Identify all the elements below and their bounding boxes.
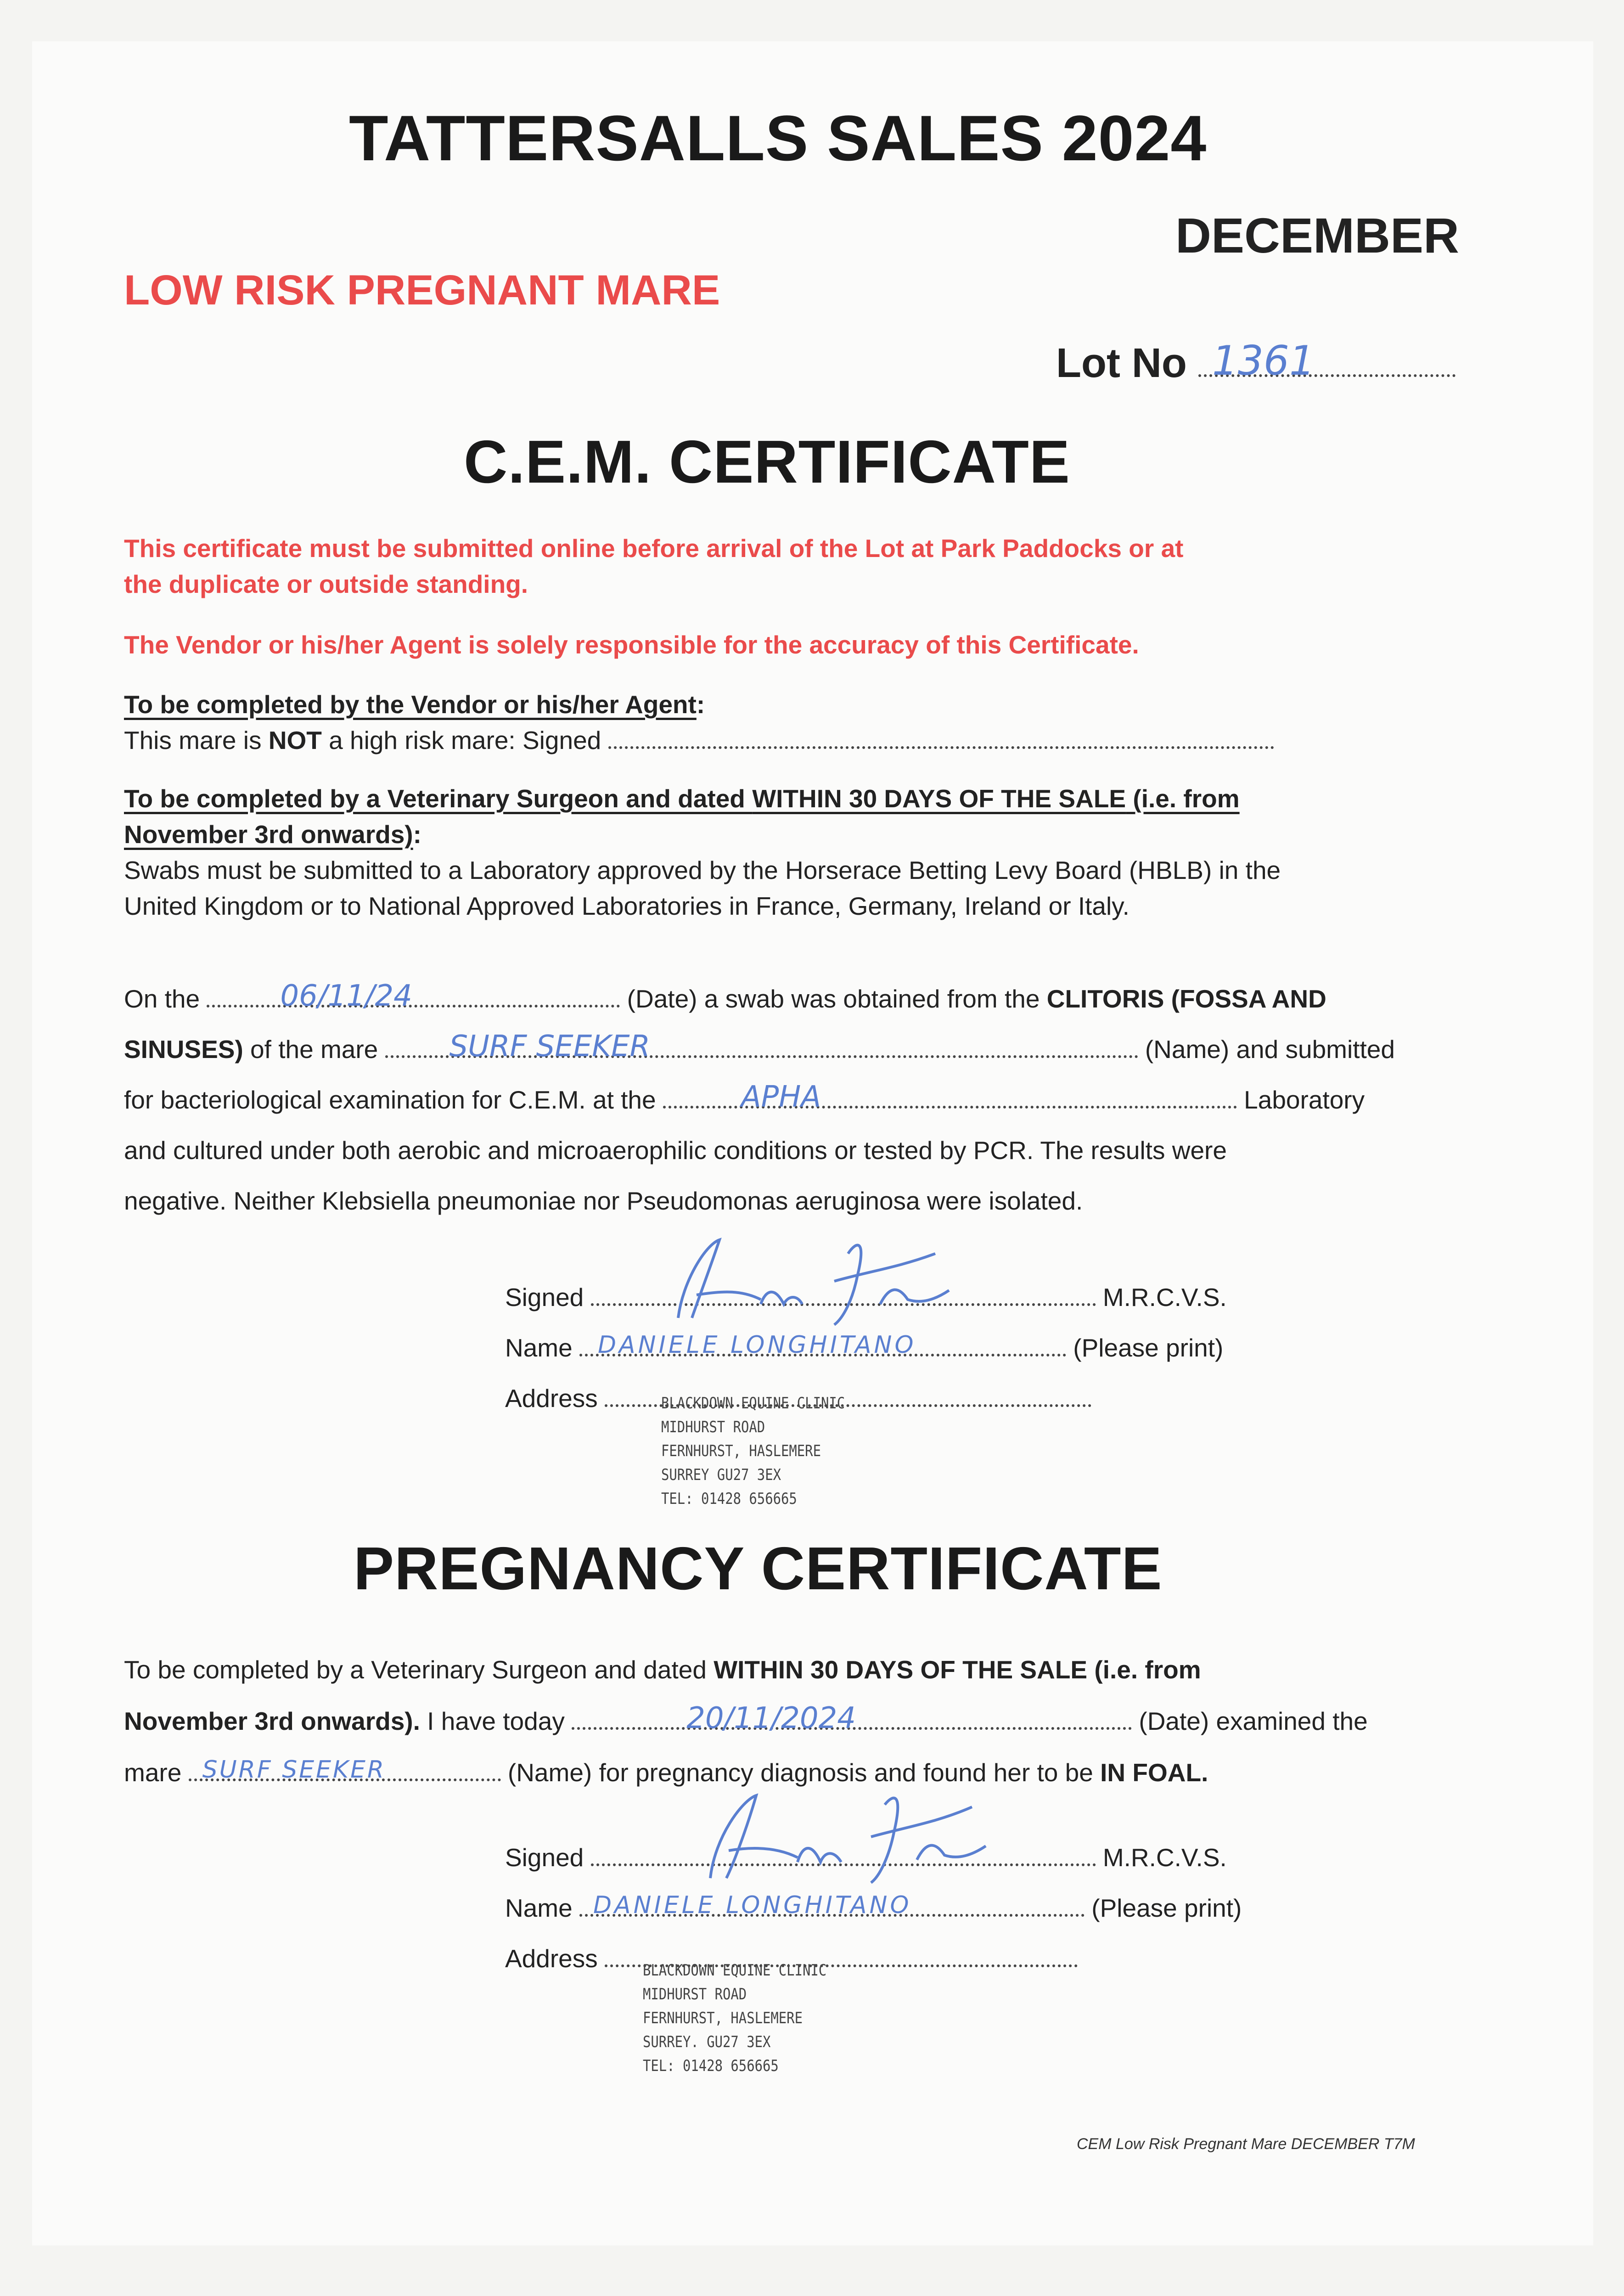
- vendor-line: This mare is NOT a high risk mare: Signed: [124, 722, 1274, 758]
- cem-title: C.E.M. CERTIFICATE: [464, 428, 1070, 495]
- preg-signature-field: [591, 1832, 1096, 1883]
- vendor-heading: To be completed by the Vendor or his/her Agent: [124, 690, 697, 719]
- cem-stamp-line: SURREY GU27 3EX: [661, 1466, 781, 1484]
- lot-label: Lot No: [1056, 340, 1187, 386]
- sale-title: TATTERSALLS SALES 2024: [349, 102, 1207, 174]
- cem-signature-mark: [651, 1226, 972, 1327]
- cem-line-cultured: and cultured under both aerobic and microaerophilic conditions or tested by PCR. The results were: [124, 1136, 1227, 1165]
- vet-instructions: To be completed by a Veterinary Surgeon and dated WITHIN 30 DAYS OF THE SALE (i.e. from November 3rd onwards): Swabs must be submitted to a Laboratory approved by the Horserace Betting Levy Board (HBLB) in the United Kingdom or to National Approved Laboratories in France, Germany, Ireland or Italy.: [124, 781, 1281, 924]
- cem-address-stamp: [661, 1391, 845, 1511]
- preg-stamp-line: SURREY. GU27 3EX: [643, 2033, 771, 2051]
- preg-signature-mark: [683, 1782, 1004, 1887]
- cem-stamp-line: TEL: 01428 656665: [661, 1490, 797, 1508]
- preg-vet-name-field: [579, 1883, 1085, 1933]
- preg-name-line: Name DANIELE LONGHITANO (Please print): [505, 1883, 1242, 1933]
- cem-name-line: Name DANIELE LONGHITANO (Please print): [505, 1322, 1227, 1373]
- pregnancy-title: PREGNANCY CERTIFICATE: [354, 1535, 1163, 1602]
- mare-name-value: SURF SEEKER: [449, 1030, 651, 1064]
- cem-notice-1: [124, 530, 1183, 602]
- pregnancy-body: [124, 1644, 1368, 1798]
- preg-address-stamp: [643, 1958, 826, 2078]
- cem-stamp-line: BLACKDOWN EQUINE CLINIC: [661, 1394, 845, 1412]
- cem-notice-1-line-a: This certificate must be submitted online before arrival of the Lot at Park Paddocks or at: [124, 534, 1184, 563]
- cem-signed-line: Signed M.R.C.V.S.: [505, 1272, 1227, 1322]
- exam-date-value: 20/11/2024: [686, 1701, 856, 1735]
- preg-line-1: To be completed by a Veterinary Surgeon and dated WITHIN 30 DAYS OF THE SALE (i.e. from: [124, 1655, 1201, 1684]
- cem-line-negative: negative. Neither Klebsiella pneumoniae nor Pseudomonas aeruginosa were isolated.: [124, 1187, 1083, 1215]
- preg-signature-block: [505, 1832, 1242, 1984]
- laboratory-field: [663, 1075, 1237, 1125]
- lot-value: 1361: [1212, 337, 1315, 384]
- cem-body: [124, 974, 1395, 1226]
- sale-month: DECEMBER: [1175, 208, 1460, 263]
- cem-vet-name-field: [579, 1322, 1066, 1373]
- cem-stamp-line: MIDHURST ROAD: [661, 1418, 765, 1436]
- preg-stamp-line: BLACKDOWN EQUINE CLINIC: [643, 1961, 827, 1980]
- cem-line-date: On the 06/11/24 (Date) a swab was obtained from the CLITORIS (FOSSA AND: [124, 974, 1395, 1024]
- preg-mare-name-value: SURF SEEKER: [202, 1756, 386, 1784]
- laboratory-value: APHA: [741, 1080, 821, 1114]
- cem-stamp-line: FERNHURST, HASLEMERE: [661, 1442, 821, 1460]
- cem-line-lab: for bacteriological examination for C.E.M. at the APHA Laboratory: [124, 1075, 1395, 1125]
- swabs-line-a: Swabs must be submitted to a Laboratory approved by the Horserace Betting Levy Board (HBLB) in the: [124, 856, 1281, 884]
- preg-address-line: Address: [505, 1933, 1242, 1984]
- vet-heading-date: November 3rd onwards): [124, 820, 413, 849]
- vendor-section: To be completed by the Vendor or his/her Agent: This mare is NOT a high risk mare: Signed: [124, 687, 1274, 758]
- swab-date-value: 06/11/24: [280, 979, 412, 1013]
- vendor-signature-field: [608, 722, 1274, 758]
- preg-stamp-line: TEL: 01428 656665: [643, 2057, 779, 2075]
- footer-reference: CEM Low Risk Pregnant Mare DECEMBER T7M: [1077, 2135, 1415, 2153]
- lot-field: [1198, 337, 1455, 387]
- cem-line-mare: SINUSES) of the mare SURF SEEKER (Name) and submitted: [124, 1024, 1395, 1075]
- cem-notice-1-line-b: the duplicate or outside standing.: [124, 570, 528, 598]
- preg-line-2: November 3rd onwards). I have today 20/11/2024 (Date) examined the: [124, 1695, 1368, 1747]
- preg-line-3: mare SURF SEEKER (Name) for pregnancy diagnosis and found her to be IN FOAL.: [124, 1747, 1368, 1798]
- preg-stamp-line: MIDHURST ROAD: [643, 1985, 747, 2003]
- swabs-line-b: United Kingdom or to National Approved Laboratories in France, Germany, Ireland or Italy.: [124, 892, 1129, 920]
- exam-date-field: [572, 1695, 1132, 1747]
- swab-date-field: [207, 974, 620, 1024]
- cem-signature-field: [591, 1272, 1096, 1322]
- vet-heading: To be completed by a Veterinary Surgeon and dated WITHIN 30 DAYS OF THE SALE (i.e. from: [124, 784, 1240, 813]
- mare-name-field: [385, 1024, 1138, 1075]
- category-label: LOW RISK PREGNANT MARE: [124, 267, 720, 314]
- cem-notice-2: The Vendor or his/her Agent is solely responsible for the accuracy of this Certificate.: [124, 630, 1139, 659]
- cem-address-line: Address: [505, 1373, 1227, 1424]
- cem-vet-name-value: DANIELE LONGHITANO: [598, 1331, 916, 1359]
- preg-signed-line: Signed M.R.C.V.S.: [505, 1832, 1242, 1883]
- preg-mare-name-field: [189, 1747, 501, 1798]
- preg-vet-name-value: DANIELE LONGHITANO: [593, 1891, 912, 1919]
- preg-stamp-line: FERNHURST, HASLEMERE: [643, 2009, 803, 2027]
- cem-signature-block: [505, 1272, 1227, 1424]
- lot-number: [1056, 337, 1455, 387]
